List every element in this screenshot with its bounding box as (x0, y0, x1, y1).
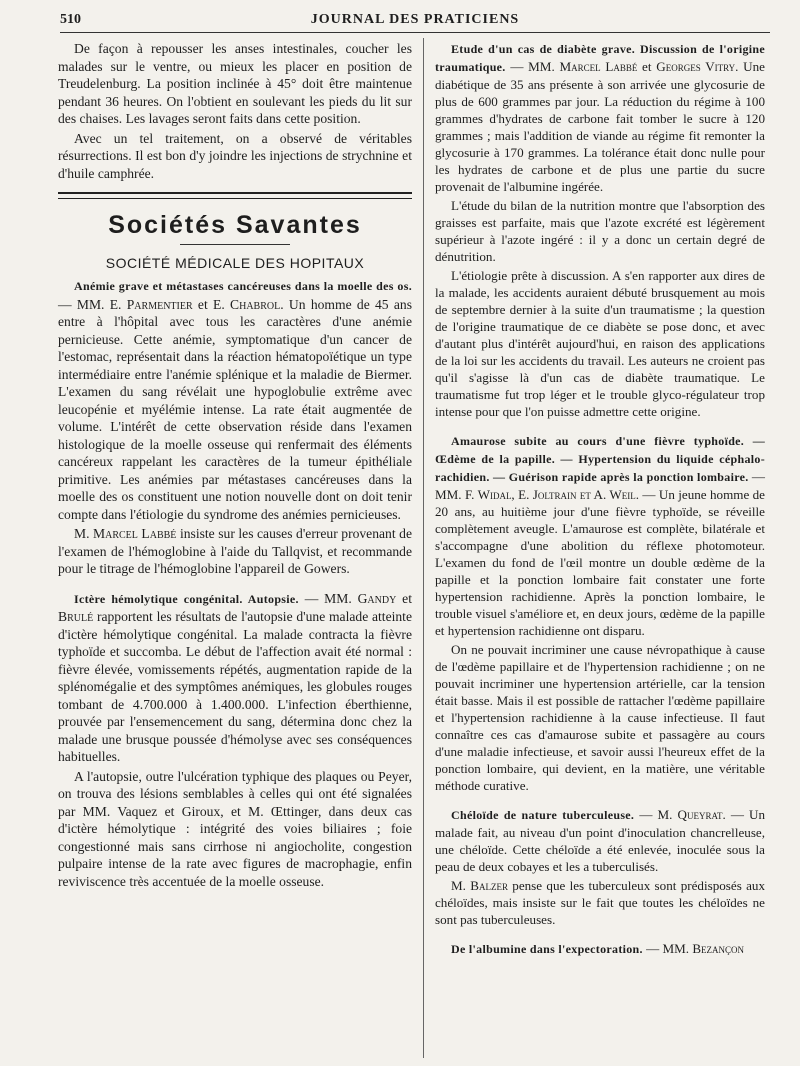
article-text: . — Un malade fait, au niveau d'un point d'inoculation chancrelleuse, une chéloïde. Cette chéloïde a été enlevée, inoculée sous la peau de deux cobayes et les a tuberculisés. (435, 807, 765, 874)
article-diabete-etiologie: L'étiologie prête à discussion. A s'en rapporter aux dires de la malade, les accidents auraient débuté brusquement au mois de septembre dernier à la suite d'un traumatisme ; la question de l'origine traumatique de ce diabète se pose donc, et avec d'autant plus d'intérêt aujourd'hui, en raison des applications de la loi sur les accidents du travail. Les auteurs ne croient pas qu'il s'agisse là d'un cas de diabète traumatique. Le traumatisme fut trop léger et le trouble glyco-régulateur trop intense pour que l'on puisse admettre cette origine. (435, 268, 765, 419)
article-gap (435, 930, 765, 940)
column-divider (423, 38, 424, 1058)
article-gap (435, 796, 765, 806)
left-column (58, 40, 412, 892)
article-cheloide-discussion (435, 877, 765, 928)
article-cheloide (435, 806, 765, 875)
section-title: Sociétés Savantes (108, 211, 362, 239)
article-anemie (58, 277, 412, 523)
article-diabete-bilan: L'étude du bilan de la nutrition montre que l'absorption des graisses est parfaite, mais que l'azote excrété est légèrement supérieur à l'azote ingéré : il y a donc un certain degré de dénutrition. (435, 198, 765, 264)
article-amaurose-discussion: On ne pouvait incriminer une cause névropathique à cause de l'œdème papillaire et de l'hypertension rachidienne ; on ne pouvait incriminer une hypertension artérielle, car la tension était basse. Mais il est possible de rattacher l'œdème papillaire et l'hypertension rachidienne à la cause infectieuse. Il faut connaître ces cas d'amaurose subite et passagère au cours d'une maladie infectieuse, et savoir aussi l'heureux effet de la ponction lombaire, qui devient, en la matière, une véritable méthode curative. (435, 642, 765, 793)
article-ictere (58, 590, 412, 766)
author-name: Marcel Labbé (93, 526, 177, 541)
author-name: Georges Vitry (656, 59, 736, 74)
article-amaurose (435, 432, 765, 639)
author-name: E. Chabrol (213, 296, 281, 312)
article-anemie-discussion (58, 525, 412, 578)
discussion-text: insiste sur les causes d'erreur provenant de l'examen de l'hémoglobine à l'aide du Tallqvist, et recommande pour le titrage de l'hémoglobine l'appareil de Gowers. (58, 526, 412, 576)
author-name: Queyrat (677, 807, 723, 822)
section-separator (58, 192, 412, 199)
article-dash: — MM. (298, 590, 358, 606)
article-ictere-autopsie: A l'autopsie, outre l'ulcération typhique des plaques ou Peyer, on trouva des lésions semblables à celles qui ont été signalées par MM. Vaquez et Giroux, et M. Œttinger, dans deux cas d'ictère hémolytique : intégrité des voies biliaires ; foie congestionné mais sans cirrhose ni angiocholite, congestion pulpaire intense de la rate avec figures de macrophagie, enfin reviviscence très accentuée de la moelle osseuse. (58, 768, 412, 889)
author-name: Gandy (357, 590, 397, 606)
article-title: Anémie grave et métastases cancéreuses dans la moelle des os. (74, 279, 412, 293)
article-title: De l'albumine dans l'expectoration. (451, 942, 643, 956)
article-title: Chéloïde de nature tuberculeuse. (451, 808, 635, 822)
page-number: 510 (60, 12, 81, 27)
article-title: Ictère hémolytique congénital. Autopsie. (74, 591, 299, 606)
author-name: E. Parmentier (109, 296, 193, 312)
discussion-lead: M. (74, 526, 94, 541)
author-name: Balzer (470, 878, 508, 893)
article-dash: — MM. (642, 941, 693, 956)
author-conjunction: et (192, 296, 214, 312)
author-name: Marcel Labbé (559, 59, 638, 74)
article-gap (435, 422, 765, 432)
article-text: . Une diabétique de 35 ans présente à son arrivée une glycosurie de plus de 600 grammes par jour. La réduction du régime à 100 grammes d'hydrates de carbone fait tomber le sucre à 120 grammes ; mais l'addition de viande au régime fit remonter la glycosurie à 170 grammes. La tolérance était donc nulle pour les hydrates de carbone et de plus une partie du sucre provenait de l'albumine ingérée. (435, 59, 765, 194)
journal-title: JOURNAL DES PRATICIENS (310, 12, 520, 27)
discussion-lead: M. (451, 878, 471, 893)
intro-paragraph-1: De façon à repousser les anses intestinales, coucher les malades sur le ventre, ou mieux les placer en position de Treudelenburg. La position inclinée à 45° doit être maintenue pendant 36 heures. On l'obtient en soulevant les pieds du lit sur des chaises. Les lavages seront faits dans cette position. (58, 41, 412, 126)
right-column (435, 40, 765, 960)
article-dash: — M. (634, 807, 678, 822)
article-albumine (435, 940, 765, 958)
article-dash: — MM. (505, 59, 560, 74)
author-conjunction: et (637, 59, 657, 74)
subsection-title: SOCIÉTÉ MÉDICALE DES HOPITAUX (105, 255, 365, 271)
page-header (60, 8, 770, 33)
author-conjunction: et (396, 590, 412, 606)
article-diabete (435, 40, 765, 195)
article-text: rapportent les résultats de l'autopsie d'une malade atteinte d'ictère hémolytique congénital. La malade contracta la fièvre typhoïde et succomba. Le début de l'affection avait été normal : fièvre élevée, vomissements répétés, augmentation rapide de la splénomégalie et des symptômes anémiques, les globules rouges tombant de 4.700.000 à 1.400.000. L'infection éberthienne, prouvée par l'ensemencement du sang, détermina donc chez la malade une brusque poussée d'hémolyse avec ses conséquences habituelles. (58, 609, 412, 764)
author-name: Brulé (58, 609, 94, 624)
intro-paragraph-2: Avec un tel traitement, on a observé de véritables résurrections. Il est bon d'y joindre les injections de strychnine et d'huile camphrée. (58, 130, 412, 181)
author-name: Bezançon (692, 941, 745, 956)
section-rule (180, 244, 290, 245)
article-title: Etude d'un cas de diabète grave. Discussion de l'origine traumatique. (435, 42, 765, 74)
article-text: . Un homme de 45 ans entre à l'hôpital avec tous les caractères d'une anémie pernicieuse. Cette anémie, symptomatique d'un cancer de l'estomac, représentait dans la réaction hématopoïétique un type intermédiaire entre l'anémie splénique et la maladie de Biermer. L'examen du sang révélait une hypoglobulie extrême avec leucopénie et myélémie intense. La rate était augmentée de volume. L'intérêt de cette observation réside dans l'examen histologique de la moelle osseuse qui renfermait des éléments cancéreux rappelant les caractères de la tumeur épithéliale primitive. Les anémies par métastases cancéreuses dans la moelle des os constituent une notion nouvelle dont on doit tenir compte dans l'étiologie du syndrome des anémies pernicieuses. (58, 296, 413, 522)
article-dash: — MM. (435, 469, 766, 502)
article-text: . — Un jeune homme de 20 ans, au huitième jour d'une fièvre typhoïde, se réveille complètement aveugle. L'amaurose est complète, bilatérale et s'accompagne d'une abolition du réflexe photomoteur. L'examen du fond de l'œil montre un double œdème de la papille et la ponction lombaire fait constater une forte hypertension rachidienne. Après la ponction lombaire, le trouble visuel s'améliore et, en deux jours, œdème de la papille et hypertension rachidienne ont disparu. (435, 487, 765, 638)
article-gap (58, 580, 412, 590)
author-name: F. Widal, E. Joltrain et A. Weil (464, 487, 636, 502)
discussion-text: pense que les tuberculeux sont prédisposés aux chéloïdes, mais insiste sur le fait que toutes les chéloïdes ne sont pas tuberculeuses. (435, 878, 765, 927)
article-title: Amaurose subite au cours d'une fièvre typhoïde. — Œdème de la papille. — Hypertension du liquide céphalo-rachidien. — Guérison rapide après la ponction lombaire. (435, 434, 765, 484)
article-dash: — MM. (58, 296, 110, 312)
